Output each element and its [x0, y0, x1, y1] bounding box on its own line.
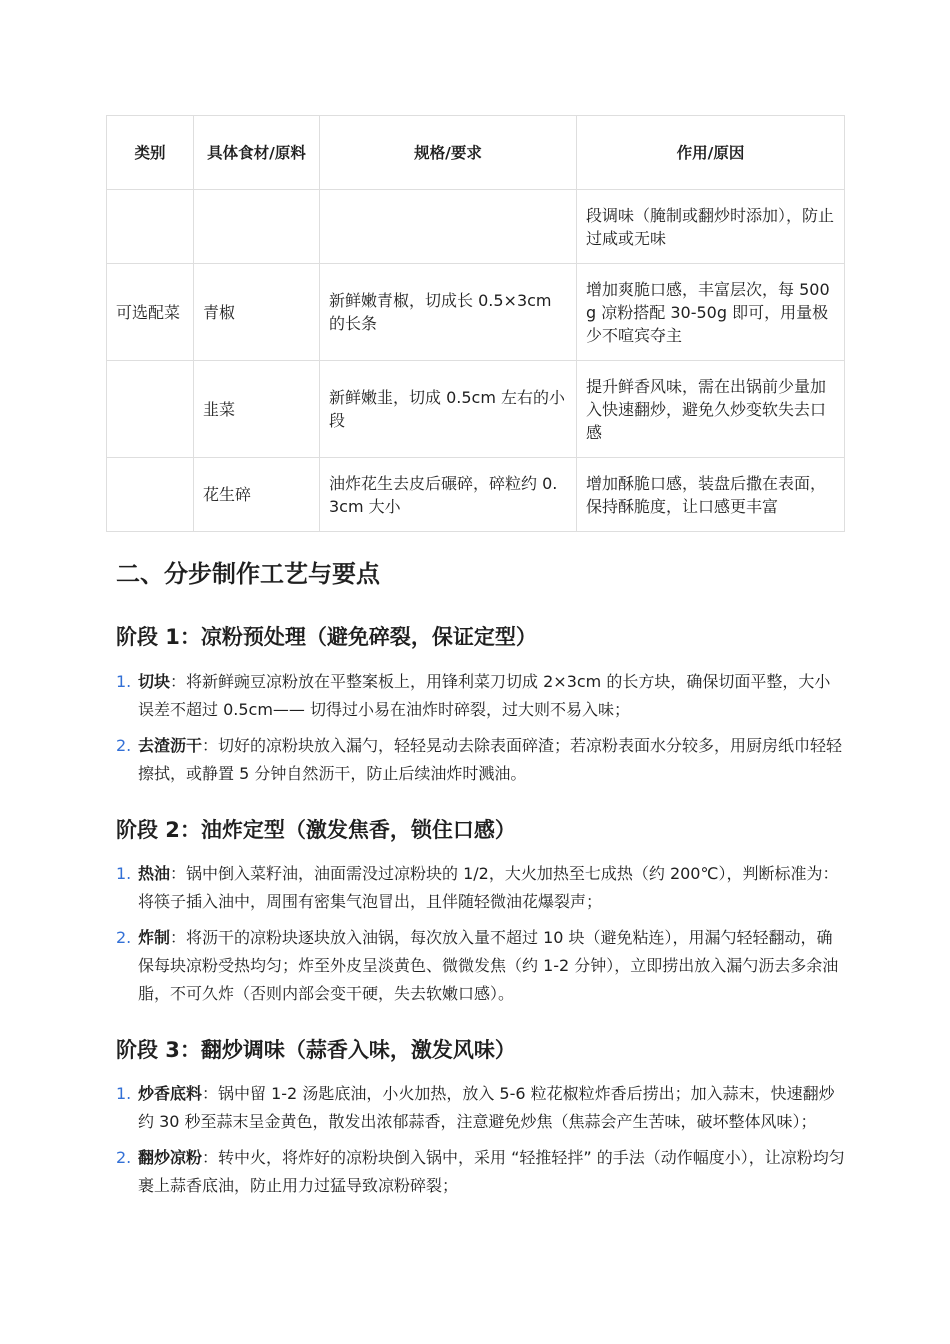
list-number: 1. [116, 672, 132, 691]
list-item [116, 668, 846, 724]
cell-purpose: 段调味（腌制或翻炒时添加），防止过咸或无味 [577, 190, 845, 264]
cell-purpose: 提升鲜香风味，需在出锅前少量加入快速翻炒，避免久炒变软失去口感 [577, 361, 845, 458]
cell-spec: 油炸花生去皮后碾碎，碎粒约 0.3cm 大小 [320, 458, 577, 532]
cell-purpose: 增加爽脆口感，丰富层次，每 500g 凉粉搭配 30-50g 即可，用量极少不喧宾夺主 [577, 264, 845, 361]
list-number: 2. [116, 736, 132, 755]
stage-1-heading: 阶段 1：凉粉预处理（避免碎裂，保证定型） [116, 625, 537, 649]
cell-ingredient [194, 190, 320, 264]
table-row [107, 264, 845, 361]
cell-spec [320, 190, 577, 264]
list-number: 1. [116, 1084, 132, 1103]
table-row [107, 190, 845, 264]
table-row [107, 458, 845, 532]
list-item [116, 1144, 846, 1200]
list-number: 2. [116, 928, 132, 947]
cell-ingredient: 花生碎 [194, 458, 320, 532]
table-header-row [107, 116, 845, 190]
header-purpose: 作用/原因 [577, 116, 845, 190]
list-number: 2. [116, 1148, 132, 1167]
cell-category: 可选配菜 [107, 264, 194, 361]
cell-ingredient: 青椒 [194, 264, 320, 361]
cell-category [107, 190, 194, 264]
header-ingredient: 具体食材/原料 [194, 116, 320, 190]
header-category: 类别 [107, 116, 194, 190]
stage-2-steps [116, 860, 846, 1016]
step-term: 炸制 [138, 928, 171, 947]
step-term: 切块 [138, 672, 171, 691]
step-text: ：锅中倒入菜籽油，油面需没过凉粉块的 1/2，大火加热至七成热（约 200℃），判断标准为：将筷子插入油中，周围有密集气泡冒出，且伴随轻微油花爆裂声； [138, 864, 839, 911]
list-item [116, 924, 846, 1008]
cell-ingredient: 韭菜 [194, 361, 320, 458]
step-term: 翻炒凉粉 [138, 1148, 203, 1167]
stage-1-steps [116, 668, 846, 796]
stage-2-heading: 阶段 2：油炸定型（激发焦香，锁住口感） [116, 818, 516, 842]
cell-spec: 新鲜嫩韭，切成 0.5cm 左右的小段 [320, 361, 577, 458]
step-text: ：锅中留 1-2 汤匙底油，小火加热，放入 5-6 粒花椒粒炸香后捞出；加入蒜末，快速翻炒约 30 秒至蒜末呈金黄色，散发出浓郁蒜香，注意避免炒焦（焦蒜会产生苦味，破坏整体风味）； [138, 1084, 835, 1131]
ingredients-table [106, 115, 845, 532]
step-text: ：将新鲜豌豆凉粉放在平整案板上，用锋利菜刀切成 2×3cm 的长方块，确保切面平整，大小误差不超过 0.5cm—— 切得过小易在油炸时碎裂，过大则不易入味； [138, 672, 831, 719]
section-heading: 二、分步制作工艺与要点 [116, 560, 380, 588]
list-item [116, 1080, 846, 1136]
step-text: ：转中火，将炸好的凉粉块倒入锅中，采用 “轻推轻拌” 的手法（动作幅度小），让凉粉均匀裹上蒜香底油，防止用力过猛导致凉粉碎裂； [138, 1148, 845, 1195]
cell-purpose: 增加酥脆口感，装盘后撒在表面，保持酥脆度，让口感更丰富 [577, 458, 845, 532]
list-item [116, 732, 846, 788]
step-term: 热油 [138, 864, 171, 883]
cell-category [107, 458, 194, 532]
step-term: 去渣沥干 [138, 736, 203, 755]
list-number: 1. [116, 864, 132, 883]
cell-spec: 新鲜嫩青椒，切成长 0.5×3cm 的长条 [320, 264, 577, 361]
step-text: ：将沥干的凉粉块逐块放入油锅，每次放入量不超过 10 块（避免粘连），用漏勺轻轻翻动，确保每块凉粉受热均匀；炸至外皮呈淡黄色、微微发焦（约 1-2 分钟），立即捞出放入漏勺沥去多余油脂，不可久炸（否则内部会变干硬，失去软嫩口感）。 [138, 928, 839, 1003]
step-term: 炒香底料 [138, 1084, 203, 1103]
header-spec: 规格/要求 [320, 116, 577, 190]
cell-category [107, 361, 194, 458]
stage-3-heading: 阶段 3：翻炒调味（蒜香入味，激发风味） [116, 1038, 516, 1062]
table-row [107, 361, 845, 458]
step-text: ：切好的凉粉块放入漏勺，轻轻晃动去除表面碎渣；若凉粉表面水分较多，用厨房纸巾轻轻擦拭，或静置 5 分钟自然沥干，防止后续油炸时溅油。 [138, 736, 843, 783]
list-item [116, 860, 846, 916]
stage-3-steps [116, 1080, 846, 1208]
